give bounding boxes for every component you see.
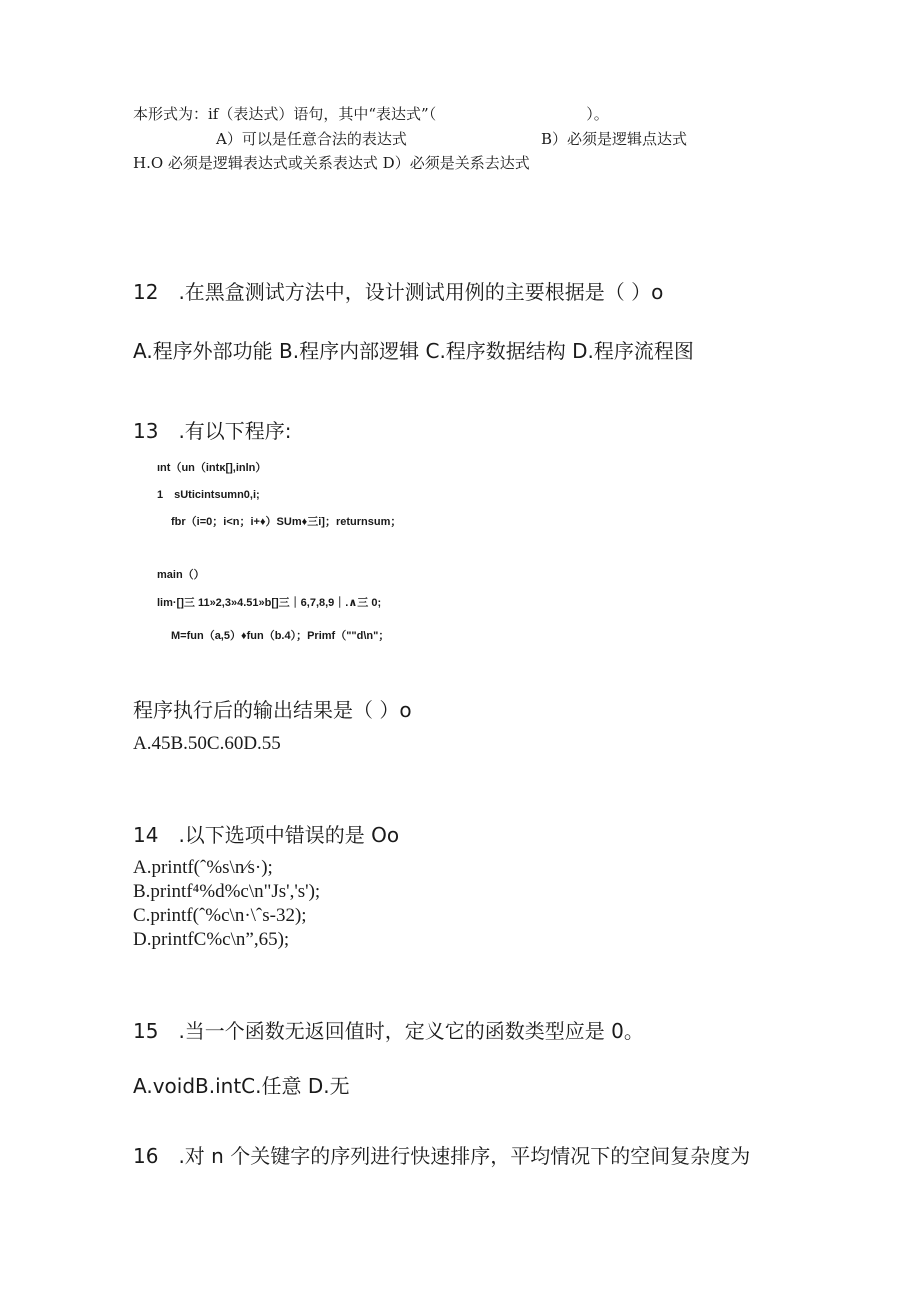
q14-option-d: D.printfC%c\n”,65); xyxy=(133,929,290,950)
q13-code-line-2: 1 sUticintsumn0,i; xyxy=(157,489,260,501)
q13-code-line-4: main（） xyxy=(157,569,205,581)
q13-options: A.45B.50C.60D.55 xyxy=(133,733,281,754)
q14-stem: 14 .以下选项中错误的是 Oo xyxy=(133,823,400,847)
q13-stem: 13 .有以下程序: xyxy=(133,419,292,443)
q15-stem: 15 .当一个函数无返回值时，定义它的函数类型应是 0。 xyxy=(133,1019,644,1043)
q13-code-line-6: M=fun（a,5）♦fun（b.4）；Primf（""d\n"； xyxy=(171,630,390,642)
q12-options: A.程序外部功能 B.程序内部逻辑 C.程序数据结构 D.程序流程图 xyxy=(133,339,694,363)
q13-code-line-5: lim·[]三 11»2,3»4.51»b[]三｜6,7,8,9｜.∧三 0; xyxy=(157,597,382,609)
q13-question: 程序执行后的输出结果是（ ）o xyxy=(133,698,412,722)
q12-stem: 12 .在黑盒测试方法中，设计测试用例的主要根据是（ ）o xyxy=(133,280,664,304)
q13-code-line-1: ınt（un（intκ[],inln） xyxy=(157,462,267,474)
q11-option-b: B）必须是逻辑点达式 xyxy=(541,130,688,148)
q13-code-line-3: fbr（i=0；i<n；i+♦）SUm♦三i]；returnsum； xyxy=(171,516,402,528)
q14-option-b: B.printf⁴%d%c\n"Js','s'); xyxy=(133,881,321,902)
q11-option-a: A）可以是任意合法的表达式 xyxy=(216,130,407,148)
q16-stem: 16 .对 n 个关键字的序列进行快速排序，平均情况下的空间复杂度为 xyxy=(133,1144,751,1168)
q11-stem: 本形式为：if（表达式）语句，其中“表达式”（ ）。 xyxy=(133,105,609,123)
q11-option-cd: H.O 必须是逻辑表达式或关系表达式 D）必须是关系去达式 xyxy=(133,154,530,172)
q15-options: A.voidB.intC.任意 D.无 xyxy=(133,1074,350,1098)
q14-option-c: C.printf(ˆ%c\n·\ˆs-32); xyxy=(133,905,307,926)
q14-option-a: A.printf(ˆ%s\n⁄s·); xyxy=(133,857,273,878)
